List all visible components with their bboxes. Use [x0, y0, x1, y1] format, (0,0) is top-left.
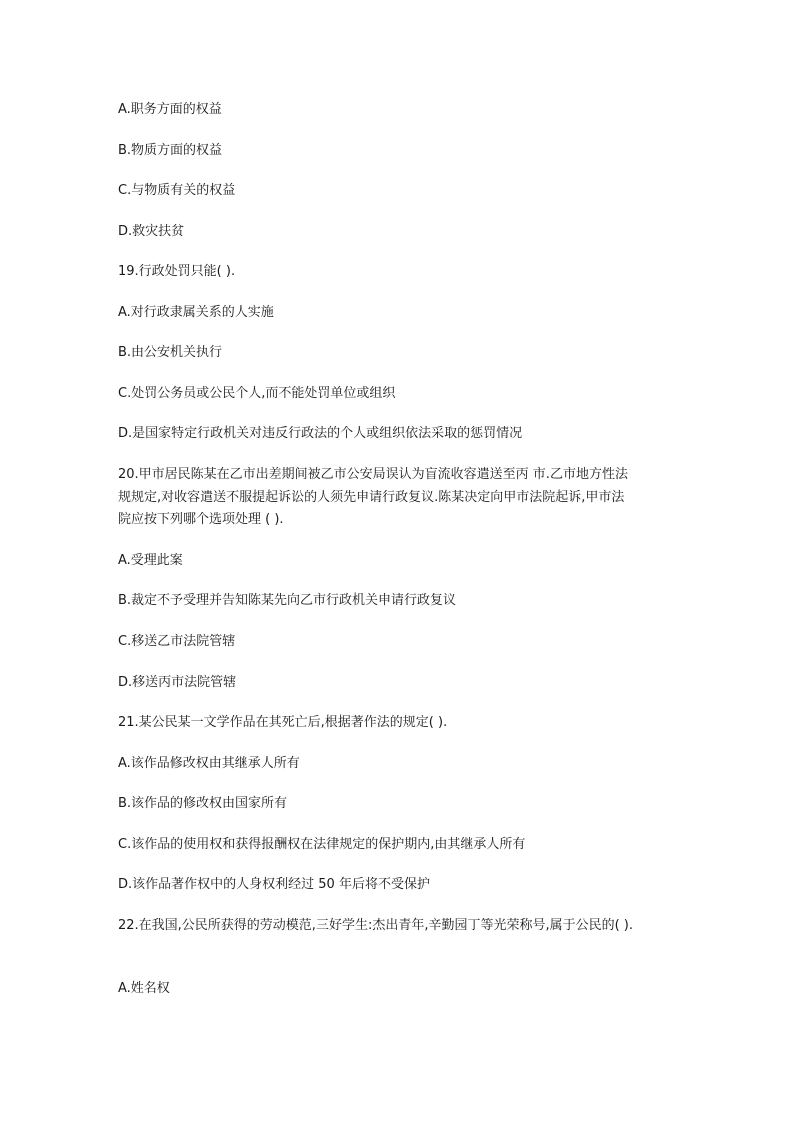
question-22: 22.在我国,公民所获得的劳动模范,三好学生:杰出青年,辛勤园丁等光荣称号,属于公民的( ).	[118, 918, 633, 933]
option-c-q18: C.与物质有关的权益	[118, 183, 236, 198]
option-c-q19: C.处罚公务员或公民个人,而不能处罚单位或组织	[118, 386, 396, 401]
option-a-q19: A.对行政隶属关系的人实施	[118, 305, 274, 320]
option-a-q22: A.姓名权	[118, 981, 170, 996]
option-d-q19: D.是国家特定行政机关对违反行政法的个人或组织依法采取的惩罚情况	[118, 426, 523, 441]
option-d-q18: D.救灾扶贫	[118, 224, 185, 239]
option-b-q20: B.裁定不予受理并告知陈某先向乙市行政机关申请行政复议	[118, 593, 457, 608]
question-20-line-2: 规规定,对收容遣送不服提起诉讼的人须先申请行政复议.陈某决定向甲市法院起诉,甲市法	[118, 490, 625, 505]
option-d-q20: D.移送丙市法院管辖	[118, 675, 237, 690]
option-c-q21: C.该作品的使用权和获得报酬权在法律规定的保护期内,由其继承人所有	[118, 837, 526, 852]
option-a-q18: A.职务方面的权益	[118, 102, 222, 117]
option-a-q20: A.受理此案	[118, 553, 183, 568]
question-20-line-1: 20.甲市居民陈某在乙市出差期间被乙市公安局误认为盲流收容遣送至丙 市.乙市地方性法	[118, 467, 628, 482]
option-a-q21: A.该作品修改权由其继承人所有	[118, 756, 300, 771]
question-21: 21.某公民某一文学作品在其死亡后,根据著作法的规定( ).	[118, 715, 448, 730]
option-c-q20: C.移送乙市法院管辖	[118, 634, 236, 649]
question-19: 19.行政处罚只能( ).	[118, 264, 236, 279]
option-b-q18: B.物质方面的权益	[118, 143, 223, 158]
option-b-q19: B.由公安机关执行	[118, 345, 223, 360]
question-20-line-3: 院应按下列哪个选项处理 ( ).	[118, 512, 284, 527]
option-d-q21: D.该作品著作权中的人身权利经过 50 年后将不受保护	[118, 877, 430, 892]
option-b-q21: B.该作品的修改权由国家所有	[118, 796, 288, 811]
